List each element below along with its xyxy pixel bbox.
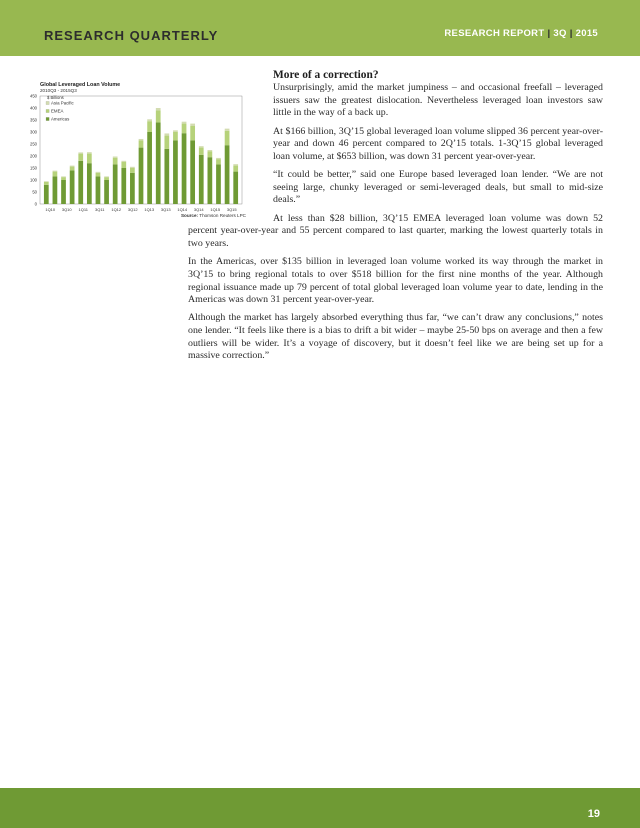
- article-paragraph-3: “It could be better,” said one Europe based leveraged loan lender. “We are not seeing large, chunky leveraged or semi-leveraged deals, but small to mid-size deals.”: [273, 169, 603, 206]
- bar-segment: [147, 119, 152, 121]
- bar-segment: [121, 162, 126, 168]
- bar-segment: [61, 180, 66, 204]
- bar-segment: [61, 177, 66, 180]
- bar-segment: [173, 132, 178, 140]
- bar-segment: [130, 168, 135, 173]
- bar-segment: [121, 168, 126, 204]
- x-tick-label: 1Q11: [78, 207, 88, 212]
- publication-title: RESEARCH QUARTERLY: [44, 28, 219, 43]
- bar-segment: [70, 166, 75, 167]
- bar-segment: [182, 133, 187, 204]
- y-axis-label: $ Billions: [47, 95, 64, 100]
- bar-segment: [182, 124, 187, 134]
- y-tick-label: 400: [30, 105, 37, 111]
- bar-segment: [104, 177, 109, 180]
- bar-segment: [104, 176, 109, 177]
- legend-swatch: [46, 117, 49, 120]
- bar-segment: [53, 171, 58, 172]
- bar-segment: [139, 140, 144, 147]
- legend-label: Asia Pacific: [51, 100, 74, 106]
- bar-segment: [61, 176, 66, 177]
- bar-segment: [173, 140, 178, 204]
- chart-title: Global Leveraged Loan Volume: [40, 82, 121, 88]
- report-label-text: RESEARCH REPORT: [444, 28, 545, 39]
- bar-segment: [87, 152, 92, 153]
- x-tick-label: 1Q15: [210, 207, 221, 212]
- bar-segment: [87, 163, 92, 204]
- article-heading: More of a correction?: [273, 69, 379, 81]
- bar-segment: [121, 161, 126, 162]
- report-quarter: 3Q: [553, 28, 567, 39]
- bar-segment: [156, 122, 161, 204]
- separator-2: |: [569, 28, 573, 39]
- bar-segment: [164, 149, 169, 204]
- bar-segment: [164, 133, 169, 135]
- bar-segment: [130, 173, 135, 204]
- bar-segment: [96, 172, 101, 173]
- x-tick-label: 1Q12: [111, 207, 122, 212]
- bar-segment: [44, 182, 49, 185]
- legend-swatch: [46, 101, 49, 104]
- report-year: 2015: [575, 28, 598, 39]
- bar-segment: [147, 121, 152, 132]
- y-tick-label: 350: [30, 117, 37, 123]
- bar-segment: [44, 181, 49, 182]
- separator-1: |: [547, 28, 551, 39]
- bar-segment: [113, 158, 118, 165]
- bar-segment: [78, 161, 83, 204]
- article-paragraph-6: Although the market has largely absorbed everything thus far, “we can’t draw any conclusions,” notes one lender. “It feels like there is a bias to drift a bit wider – maybe 25-50 bps on average and then a few outliers will be wider. It’s a voyage of discovery, but it doesn’t feel like we are being set up for a massive correction.”: [188, 312, 603, 362]
- bar-segment: [44, 185, 49, 204]
- article-paragraph-5: In the Americas, over $135 billion in leveraged loan volume worked its way through the market in 3Q’15 to bring regional totals to over $518 billion for the first nine months of the year. Although regional issuance made up 79 percent of total global leveraged loan volume year to date, lending in the Americas was down 31 percent year-over-year.: [188, 256, 603, 306]
- legend-swatch: [46, 109, 49, 112]
- x-tick-label: 3Q11: [95, 207, 105, 212]
- page-number: 19: [587, 808, 600, 820]
- legend-label: Americas: [51, 116, 70, 122]
- footer-band: [0, 788, 640, 828]
- bar-segment: [164, 136, 169, 149]
- bar-segment: [53, 176, 58, 204]
- bar-segment: [113, 156, 118, 157]
- article-paragraph-4: At less than $28 billion, 3Q’15 EMEA leveraged loan volume was down 52 percent year-over-year and 55 percent compared to last quarter, marking the lowest quarterly totals in two years.: [188, 212, 603, 249]
- bar-segment: [173, 130, 178, 132]
- report-label: [444, 28, 598, 39]
- legend-label: EMEA: [51, 108, 64, 114]
- y-tick-label: 50: [32, 189, 37, 195]
- x-tick-label: 3Q15: [226, 207, 237, 212]
- x-tick-label: 3Q14: [193, 207, 204, 212]
- x-tick-label: 1Q14: [177, 207, 188, 212]
- article-paragraph-2: At $166 billion, 3Q’15 global leveraged loan volume slipped 36 percent year-over-year and down 46 percent compared to 2Q’15 totals. 1-3Q’15 global leveraged loan volume, at $653 billion, was down 31 percent year-over-year.: [273, 125, 603, 162]
- y-tick-label: 300: [30, 129, 37, 135]
- bar-segment: [156, 110, 161, 122]
- y-tick-label: 450: [30, 93, 37, 99]
- bar-segment: [78, 152, 83, 153]
- y-tick-label: 250: [30, 141, 37, 147]
- bar-segment: [70, 170, 75, 204]
- bar-segment: [182, 122, 187, 124]
- bar-segment: [130, 167, 135, 168]
- bar-segment: [139, 139, 144, 140]
- bar-segment: [96, 176, 101, 204]
- y-tick-label: 100: [30, 177, 37, 183]
- x-tick-label: 3Q10: [61, 207, 72, 212]
- x-tick-label: 3Q12: [127, 207, 138, 212]
- y-tick-label: 0: [34, 201, 37, 207]
- x-tick-label: 3Q13: [160, 207, 171, 212]
- chart-source-label: Source:: [180, 213, 199, 218]
- bar-segment: [147, 132, 152, 204]
- x-tick-label: 1Q13: [144, 207, 155, 212]
- chart-source-value: Thomson Reuters LPC: [199, 213, 246, 218]
- bar-segment: [53, 172, 58, 177]
- bar-segment: [156, 108, 161, 110]
- chart-subtitle: 2010Q3 - 2015Q3: [40, 88, 77, 93]
- bar-segment: [139, 148, 144, 204]
- x-tick-label: 1Q10: [45, 207, 56, 212]
- bar-segment: [113, 164, 118, 204]
- article-paragraph-1: Unsurprisingly, amid the market jumpiness – and occasional freefall – leveraged issuers saw the greatest dislocation. Nevertheless leveraged loan investors saw little in the way of a back up.: [273, 82, 603, 119]
- y-tick-label: 150: [30, 165, 37, 171]
- bar-segment: [70, 167, 75, 171]
- bar-segment: [104, 180, 109, 204]
- y-tick-label: 200: [30, 153, 37, 159]
- article: [188, 68, 603, 369]
- bar-segment: [78, 154, 83, 161]
- bar-segment: [96, 173, 101, 177]
- bar-segment: [87, 154, 92, 164]
